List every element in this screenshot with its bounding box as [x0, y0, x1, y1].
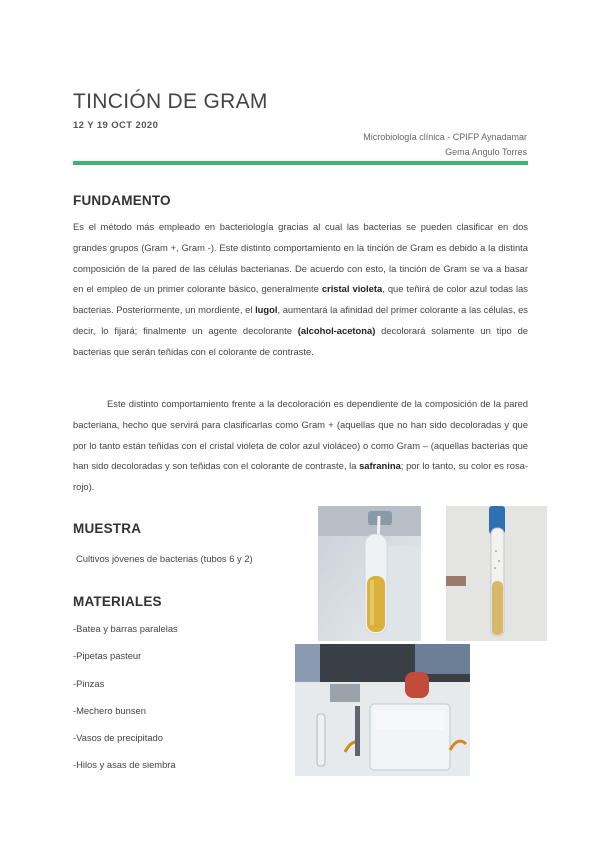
list-item: -Hilos y asas de siembra — [73, 759, 176, 771]
list-item: -Batea y barras paralelas — [73, 623, 178, 634]
course-name: Microbiología clínica - CPIFP Aynadamar — [363, 132, 527, 142]
list-item: -Mechero bunsen — [73, 704, 146, 716]
list-item: -Pinzas — [73, 677, 105, 689]
muestra-text: Cultivos jóvenes de bacterias (tubos 6 y 2) — [76, 553, 253, 564]
fundamento-paragraph-1: Es el método más empleado en bacteriología gracias al cual las bacterias se pueden clasificar en dos grandes grupos (Gram +, Gram -). Este distinto comportamiento en la tinción de Gram es debido a la distinta composición de la pared de las células bacterianas. De acuerdo con esto, la tinción de Gram se va a basar en el empleo de un primer colorante básico, generalmente cristal violeta, que teñirá de color azul todas las bacterias. Posteriormente, un mordiente, el lugol, aumentará la afinidad del primer colorante a las células, es decir, lo fijará; finalmente un agente decolorante (alcohol-acetona) decolorará solamente un tipo de bacterias que serán teñidas con el colorante de contraste. — [73, 221, 528, 357]
photo-lab-setup — [295, 644, 470, 776]
photo-tube-pipette — [318, 506, 421, 641]
list-item: -Vasos de precipitado — [73, 732, 163, 744]
materiales-heading: MATERIALES — [73, 594, 162, 609]
list-item: -Pipetas pasteur — [73, 650, 142, 662]
fundamento-paragraph-2: Este distinto comportamiento frente a la decoloración es dependiente de la composición de la pared bacteriana, hecho que servirá para clasificarlas como Gram + (aquellas que no han sido decoloradas y que por lo tanto están teñidas con el cristal violeta de color azul violáceo) o como Gram – (aquellas bacterias que han sido decoloradas y son teñidas con el colorante de contraste, la safranina; por lo tanto, su color es rosa-rojo). — [73, 398, 528, 493]
fundamento-heading: FUNDAMENTO — [73, 193, 171, 208]
page-title: TINCIÓN DE GRAM — [73, 90, 268, 113]
muestra-heading: MUESTRA — [73, 521, 142, 536]
accent-divider — [73, 161, 528, 165]
photo-tube-blue-cap — [446, 506, 547, 641]
term-alcohol-acetona: (alcohol-acetona) — [297, 324, 376, 336]
header-meta — [363, 130, 527, 160]
materiales-list — [73, 619, 178, 783]
term-lugol: lugol — [255, 304, 278, 316]
term-safranina: safranina — [359, 460, 401, 472]
date-label: 12 Y 19 OCT 2020 — [73, 120, 159, 131]
term-cristal-violeta: cristal violeta — [321, 283, 383, 295]
author-name: Gema Angulo Torres — [445, 147, 527, 157]
